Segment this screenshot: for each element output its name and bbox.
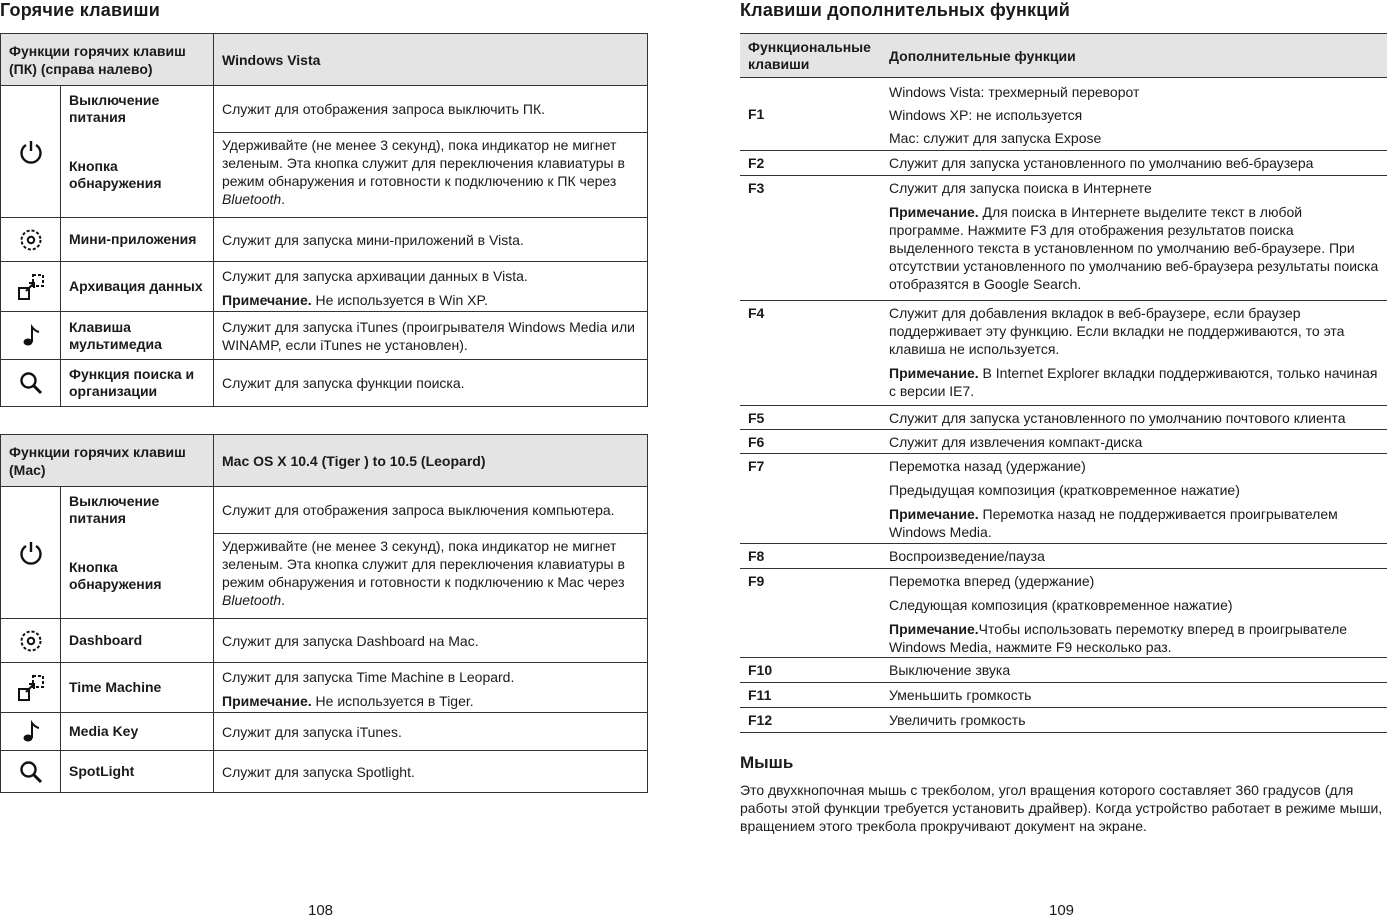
discover-desc: Удерживайте (не менее 3 секунд), пока индикатор не мигнет зеленым. Эта кнопка служит для переключения клавиатуры в режим обнаружения и готовности к подключению к ПК через Bluetooth. [214,133,648,218]
pc-hotkeys-table [0,33,648,407]
mac-hotkeys-table [0,434,648,793]
f4-key: F4 [740,301,881,406]
time-machine-desc: Служит для запуска Time Machine в Leopard. Примечание. Не используется в Tiger. [214,663,648,713]
music-note-icon [1,713,61,751]
function-keys-table [740,33,1387,733]
music-note-icon [1,312,61,360]
f12-key: F12 [740,708,881,733]
dashboard-label: Dashboard [61,619,214,663]
mac-power-label: Выключение питания [61,487,214,534]
gadgets-desc: Служит для запуска мини-приложений в Vista. [214,218,648,262]
f9-desc: Перемотка вперед (удержание) Следующая композиция (кратковременное нажатие) Примечание.Чтобы использовать перемотку вперед в проигрывателе Windows Media, нажмите F9 несколько раз. [881,569,1387,658]
f11-key: F11 [740,683,881,708]
fkeys-header-functions: Дополнительные функции [881,34,1387,78]
f3-key: F3 [740,176,881,301]
f5-desc: Служит для запуска установленного по умолчанию почтового клиента [881,406,1387,430]
multimedia-desc: Служит для запуска iTunes (проигрывателя Windows Media или WINAMP, если iTunes не установлен). [214,312,648,360]
right-page-title: Клавиши дополнительных функций [740,0,1071,20]
mac-discover-desc: Удерживайте (не менее 3 секунд), пока индикатор не мигнет зеленым. Эта кнопка служит для переключения клавиатуры в режим обнаружения и готовности к подключению к Mac через Bluetooth. [214,534,648,619]
right-page [740,0,1387,835]
archive-label: Архивация данных [61,262,214,312]
archive-desc: Служит для запуска архивации данных в Vista. Примечание. Не используется в Win XP. [214,262,648,312]
mac-power-desc: Служит для отображения запроса выключения компьютера. [214,487,648,534]
f11-desc: Уменьшить громкость [881,683,1387,708]
gadgets-label: Мини-приложения [61,218,214,262]
gear-icon [1,218,61,262]
f1-desc: Windows Vista: трехмерный переворот Windows XP: не используется Mac: служит для запуска Expose [881,78,1387,151]
f2-key: F2 [740,151,881,176]
page-number-right: 109 [1049,902,1075,919]
left-page-title: Горячие клавиши [0,0,160,20]
f10-desc: Выключение звука [881,658,1387,683]
f3-desc: Служит для запуска поиска в Интернете Примечание. Для поиска в Интернете выделите текст в любой программе. Нажмите F3 для отображения результатов поиска выделенного текста в установленном по умолчанию веб-браузере. При отсутствии установленного по умолчанию веб-браузера результаты поиска отобразятся в Google Search. [881,176,1387,301]
power-label: Выключение питания [61,86,214,133]
f12-desc: Увеличить громкость [881,708,1387,733]
mouse-paragraph: Это двухкнопочная мышь с трекболом, угол вращения которого составляет 360 градусов (для работы этой функции требуется установить драйвер). Когда устройство работает в режиме мыши, вращением этого трекбола прокручивают документ на экране. [740,782,1383,834]
f6-key: F6 [740,430,881,454]
multimedia-label: Клавиша мультимедиа [61,312,214,360]
spotlight-desc: Служит для запуска Spotlight. [214,751,648,793]
power-desc: Служит для отображения запроса выключить ПК. [214,86,648,133]
f4-desc: Служит для добавления вкладок в веб-браузере, если браузер поддерживает эту функцию. Если вкладки не поддерживаются, то эта клавиша не используется. Примечание. В Internet Explorer вкладки поддерживаются, только начиная с версии IE7. [881,301,1387,406]
f10-key: F10 [740,658,881,683]
left-page [0,0,648,793]
f9-key: F9 [740,569,881,658]
media-key-desc: Служит для запуска iTunes. [214,713,648,751]
f8-key: F8 [740,544,881,569]
media-key-label: Media Key [61,713,214,751]
discover-label: Кнопка обнаружения [61,133,214,218]
gear-icon [1,619,61,663]
f7-key: F7 [740,454,881,544]
magnifier-icon [1,751,61,793]
fkeys-header-keys: Функциональные клавиши [740,34,881,78]
f8-desc: Воспроизведение/пауза [881,544,1387,569]
dashboard-desc: Служит для запуска Dashboard на Mac. [214,619,648,663]
search-label: Функция поиска и организации [61,360,214,407]
f2-desc: Служит для запуска установленного по умолчанию веб-браузера [881,151,1387,176]
page-number-left: 108 [308,902,334,919]
pc-table-header-functions: Функции горячих клавиш (ПК) (справа налево) [1,34,214,86]
archive-icon [1,262,61,312]
pc-table-header-os: Windows Vista [214,34,648,86]
f7-desc: Перемотка назад (удержание) Предыдущая композиция (кратковременное нажатие) Примечание. Перемотка назад не поддерживается проигрывателем Windows Media. [881,454,1387,544]
spotlight-label: SpotLight [61,751,214,793]
power-icon [1,86,61,218]
mac-table-header-os: Mac OS X 10.4 (Tiger ) to 10.5 (Leopard) [214,435,648,487]
magnifier-icon [1,360,61,407]
f5-key: F5 [740,406,881,430]
mac-table-header-functions: Функции горячих клавиш (Mac) [1,435,214,487]
f1-key: F1 [740,78,881,151]
power-icon [1,487,61,619]
mac-discover-label: Кнопка обнаружения [61,534,214,619]
mouse-title: Мышь [740,753,794,772]
f6-desc: Служит для извлечения компакт-диска [881,430,1387,454]
time-machine-label: Time Machine [61,663,214,713]
search-desc: Служит для запуска функции поиска. [214,360,648,407]
archive-icon [1,663,61,713]
